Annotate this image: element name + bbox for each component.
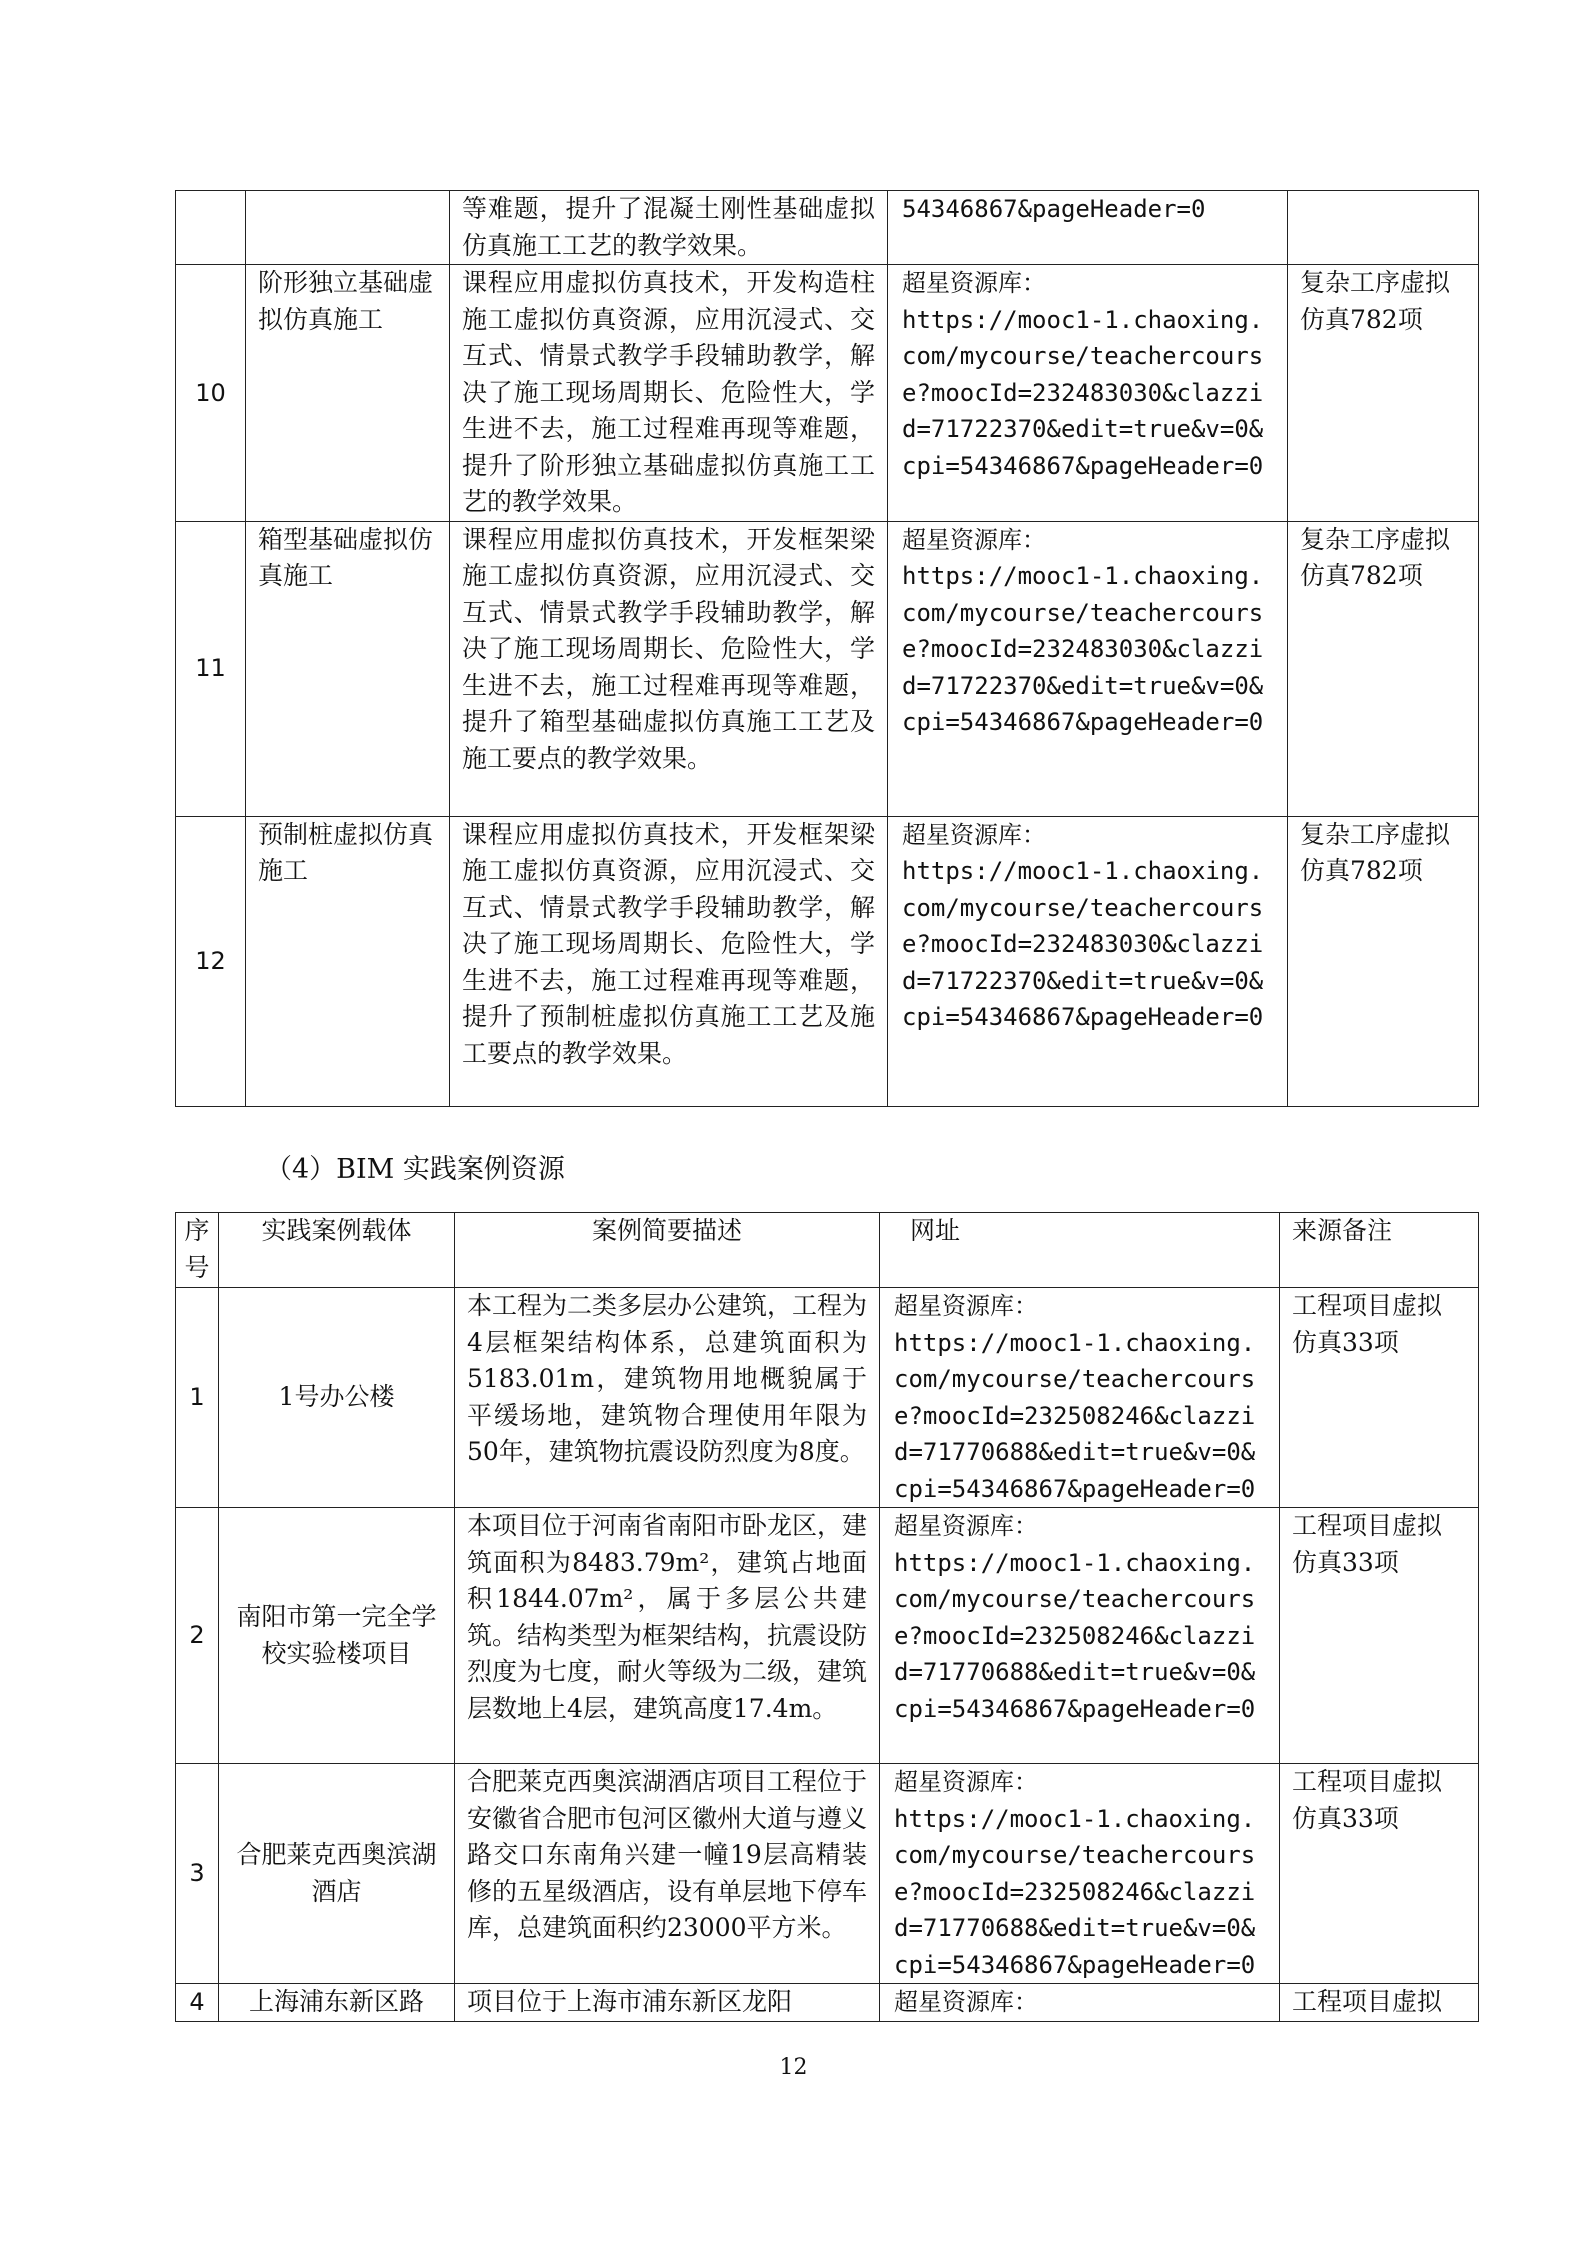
case-description: 项目位于上海市浦东新区龙阳 [455, 1984, 880, 2022]
case-source: 工程项目虚拟仿真33项 [1280, 1508, 1479, 1764]
case-url-cell[interactable] [880, 1288, 1280, 1508]
row-number: 12 [176, 816, 246, 1106]
row-number: 10 [176, 265, 246, 522]
table-row [176, 1764, 1479, 1984]
case-carrier: 上海浦东新区路 [219, 1984, 455, 2022]
resource-name: 阶形独立基础虚拟仿真施工 [246, 265, 450, 522]
header-number: 序号 [176, 1213, 219, 1288]
case-carrier: 1号办公楼 [219, 1288, 455, 1508]
case-url-label: 超星资源库： [894, 1292, 1038, 1320]
case-source: 工程项目虚拟仿真33项 [1280, 1288, 1479, 1508]
case-url-label[interactable]: 超星资源库： [880, 1984, 1280, 2022]
bim-case-table [175, 1212, 1479, 2022]
resource-url-label: 超星资源库： [902, 269, 1046, 297]
table-row [176, 191, 1479, 265]
row-number: 3 [176, 1764, 219, 1984]
header-url: 网址 [880, 1213, 1280, 1288]
table-row [176, 521, 1479, 816]
section-title: （4）BIM 实践案例资源 [265, 1154, 565, 1185]
resource-url[interactable]: https://mooc1-1.chaoxing.com/mycourse/teachercourse?moocId=232483030&clazzid=71722370&edit=true&v=0&cpi=54346867&pageHeader=0 [902, 305, 1264, 480]
resource-description: 课程应用虚拟仿真技术，开发框架梁施工虚拟仿真资源，应用沉浸式、交互式、情景式教学手段辅助教学，解决了施工现场周期长、危险性大，学生进不去，施工过程难再现等难题，提升了箱型基础虚拟仿真施工工艺及施工要点的教学效果。 [450, 521, 888, 816]
resource-note: 复杂工序虚拟仿真782项 [1288, 521, 1479, 816]
resource-description: 课程应用虚拟仿真技术，开发框架梁施工虚拟仿真资源，应用沉浸式、交互式、情景式教学手段辅助教学，解决了施工现场周期长、危险性大，学生进不去，施工过程难再现等难题，提升了预制桩虚拟仿真施工工艺及施工要点的教学效果。 [450, 816, 888, 1106]
row-number: 4 [176, 1984, 219, 2022]
case-url-label: 超星资源库： [894, 1512, 1038, 1540]
table-row [176, 816, 1479, 1106]
resource-name: 预制桩虚拟仿真施工 [246, 816, 450, 1106]
resource-url[interactable]: 54346867&pageHeader=0 [888, 191, 1288, 265]
case-source: 工程项目虚拟仿真33项 [1280, 1764, 1479, 1984]
case-description: 合肥莱克西奥滨湖酒店项目工程位于安徽省合肥市包河区徽州大道与遵义路交口东南角兴建一幢19层高精装修的五星级酒店，设有单层地下停车库，总建筑面积约23000平方米。 [455, 1764, 880, 1984]
table-header-row [176, 1213, 1479, 1288]
simulation-resources-table [175, 190, 1479, 1107]
header-carrier: 实践案例载体 [219, 1213, 455, 1288]
case-url-cell[interactable] [880, 1764, 1280, 1984]
page-number: 12 [779, 2055, 808, 2080]
resource-note: 复杂工序虚拟仿真782项 [1288, 816, 1479, 1106]
resource-url-label: 超星资源库： [902, 820, 1046, 849]
case-url[interactable]: https://mooc1-1.chaoxing.com/mycourse/teachercourse?moocId=232508246&clazzid=71770688&edit=true&v=0&cpi=54346867&pageHeader=0 [894, 1328, 1256, 1503]
case-url[interactable]: https://mooc1-1.chaoxing.com/mycourse/teachercourse?moocId=232508246&clazzid=71770688&edit=true&v=0&cpi=54346867&pageHeader=0 [894, 1548, 1256, 1723]
row-number: 1 [176, 1288, 219, 1508]
table-row [176, 1984, 1479, 2022]
resource-description: 课程应用虚拟仿真技术，开发构造柱施工虚拟仿真资源，应用沉浸式、交互式、情景式教学手段辅助教学，解决了施工现场周期长、危险性大，学生进不去，施工过程难再现等难题，提升了阶形独立基础虚拟仿真施工工艺的教学效果。 [450, 265, 888, 522]
table-row [176, 265, 1479, 522]
resource-url-label: 超星资源库： [902, 525, 1046, 554]
header-source: 来源备注 [1280, 1213, 1479, 1288]
row-number: 2 [176, 1508, 219, 1764]
resource-name: 箱型基础虚拟仿真施工 [246, 521, 450, 816]
resource-url-cell[interactable] [888, 265, 1288, 522]
resource-url[interactable]: https://mooc1-1.chaoxing.com/mycourse/teachercourse?moocId=232483030&clazzid=71722370&edit=true&v=0&cpi=54346867&pageHeader=0 [902, 857, 1264, 1031]
case-url[interactable]: https://mooc1-1.chaoxing.com/mycourse/teachercourse?moocId=232508246&clazzid=71770688&edit=true&v=0&cpi=54346867&pageHeader=0 [894, 1804, 1256, 1979]
resource-url-cell[interactable] [888, 816, 1288, 1106]
table-row [176, 1508, 1479, 1764]
row-number: 11 [176, 521, 246, 816]
resource-note: 复杂工序虚拟仿真782项 [1288, 265, 1479, 522]
row-number [176, 191, 246, 265]
case-description: 本项目位于河南省南阳市卧龙区，建筑面积为8483.79m²，建筑占地面积1844.07m²，属于多层公共建筑。结构类型为框架结构，抗震设防烈度为七度，耐火等级为二级，建筑层数地上4层，建筑高度17.4m。 [455, 1508, 880, 1764]
case-url-cell[interactable] [880, 1508, 1280, 1764]
case-url-label: 超星资源库： [894, 1768, 1038, 1796]
resource-note [1288, 191, 1479, 265]
resource-name [246, 191, 450, 265]
case-source: 工程项目虚拟 [1280, 1984, 1479, 2022]
header-description: 案例简要描述 [455, 1213, 880, 1288]
case-carrier: 合肥莱克西奥滨湖酒店 [219, 1764, 455, 1984]
case-description: 本工程为二类多层办公建筑，工程为4层框架结构体系，总建筑面积为5183.01m，建筑物用地概貌属于平缓场地，建筑物合理使用年限为50年，建筑物抗震设防烈度为8度。 [455, 1288, 880, 1508]
resource-url[interactable]: https://mooc1-1.chaoxing.com/mycourse/teachercourse?moocId=232483030&clazzid=71722370&edit=true&v=0&cpi=54346867&pageHeader=0 [902, 562, 1264, 736]
table-row [176, 1288, 1479, 1508]
case-carrier: 南阳市第一完全学校实验楼项目 [219, 1508, 455, 1764]
resource-url-cell[interactable] [888, 521, 1288, 816]
resource-description: 等难题，提升了混凝土刚性基础虚拟仿真施工工艺的教学效果。 [450, 191, 888, 265]
